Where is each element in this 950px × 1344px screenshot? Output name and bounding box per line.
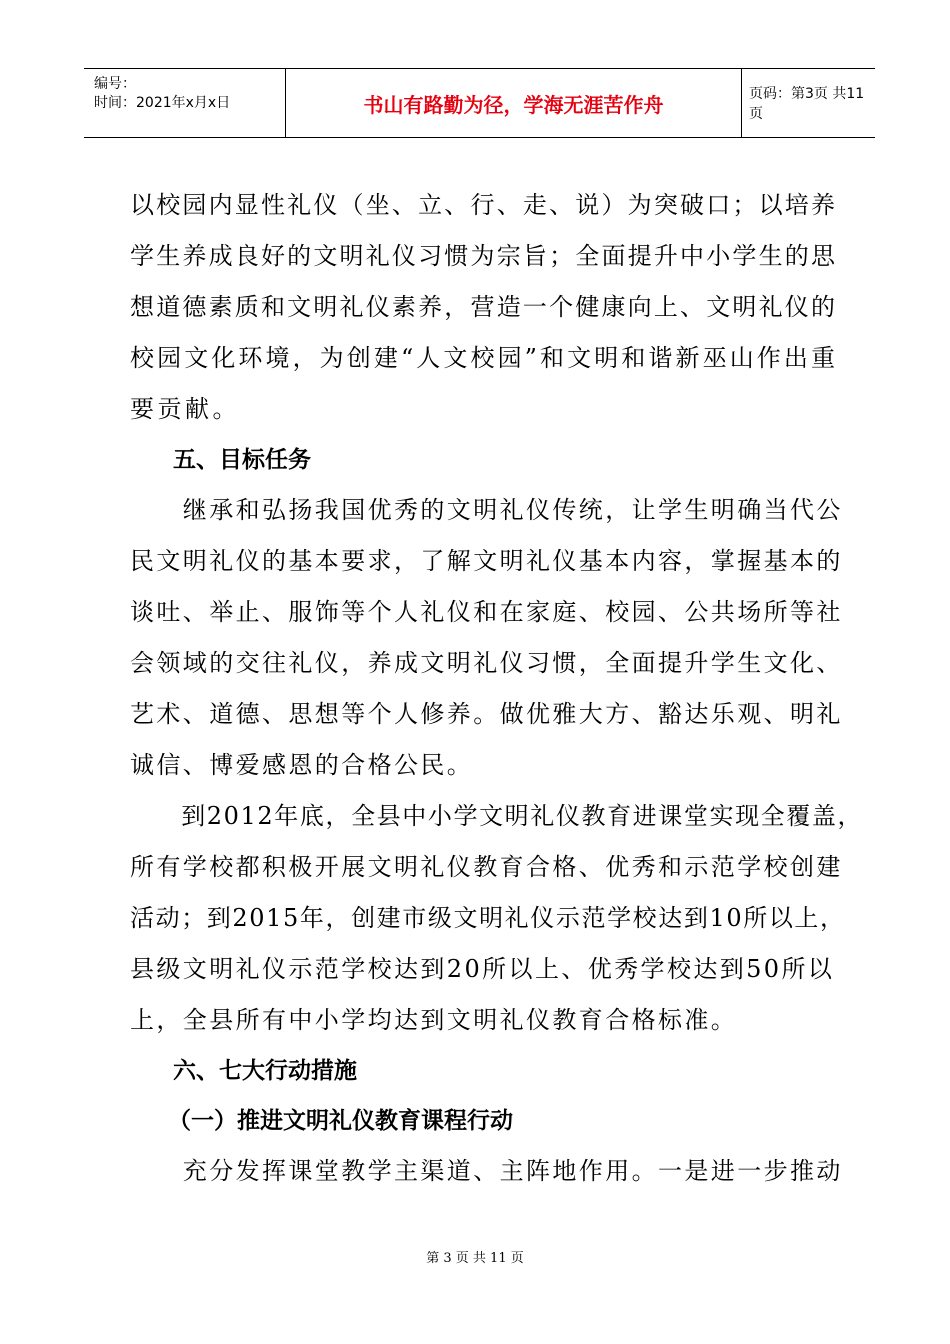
section-heading-5: 五、目标任务 (173, 447, 311, 473)
body-line: 充分发挥课堂教学主渠道、主阵地作用。一是进一步推动 (130, 1157, 843, 1185)
body-line: 学生养成良好的文明礼仪习惯为宗旨；全面提升中小学生的思 (130, 242, 835, 270)
body-line: 想道德素质和文明礼仪素养，营造一个健康向上、文明礼仪的 (130, 293, 835, 321)
body-line: 诚信、博爱感恩的合格公民。 (130, 751, 474, 779)
body-line: 到2012年底，全县中小学文明礼仪教育进课堂实现全覆盖， (130, 802, 864, 830)
body-line: 继承和弘扬我国优秀的文明礼仪传统，让学生明确当代公 (130, 496, 843, 524)
body-line: 民文明礼仪的基本要求，了解文明礼仪基本内容，掌握基本的 (130, 547, 843, 575)
body-line: 上，全县所有中小学均达到文明礼仪教育合格标准。 (130, 1006, 738, 1034)
body-line: 艺术、道德、思想等个人修养。做优雅大方、豁达乐观、明礼 (130, 700, 843, 728)
body-line: 所有学校都积极开展文明礼仪教育合格、优秀和示范学校创建 (130, 853, 843, 881)
document-date-label: 时间：2021年x月x日 (94, 95, 231, 111)
subsection-heading-1: （一）推进文明礼仪教育课程行动 (168, 1108, 513, 1134)
header-motto: 书山有路勤为径，学海无涯苦作舟 (285, 69, 742, 137)
body-line: 要贡献。 (130, 395, 240, 423)
header-meta (84, 69, 285, 137)
body-line: 活动；到2015年，创建市级文明礼仪示范学校达到10所以上， (130, 904, 846, 932)
body-line: 校园文化环境，为创建“人文校园”和文明和谐新巫山作出重 (130, 344, 835, 372)
document-number-label: 编号： (94, 76, 136, 92)
section-heading-6: 六、七大行动措施 (173, 1058, 357, 1084)
header-page-label: 页码：第3页 共11页 (749, 86, 865, 122)
page-footer: 第 3 页 共 11 页 (426, 1251, 524, 1266)
body-line: 县级文明礼仪示范学校达到20所以上、优秀学校达到50所以 (130, 955, 835, 983)
page-header (84, 68, 875, 138)
body-line: 谈吐、举止、服饰等个人礼仪和在家庭、校园、公共场所等社 (130, 598, 843, 626)
body-line: 会领域的交往礼仪，养成文明礼仪习惯，全面提升学生文化、 (130, 649, 843, 677)
body-line: 以校园内显性礼仪（坐、立、行、走、说）为突破口；以培养 (130, 191, 835, 219)
document-body (130, 180, 864, 1197)
